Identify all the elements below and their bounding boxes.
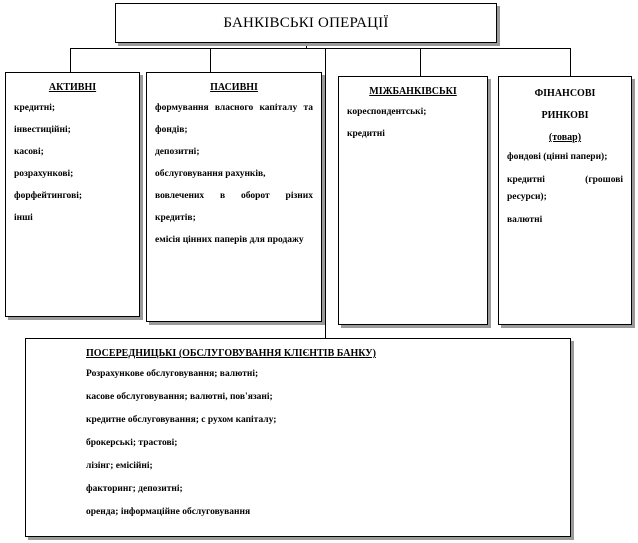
connector-drop-interbank — [420, 48, 421, 76]
connector-drop-intermediary — [325, 48, 326, 338]
passive-item: вовлечених в оборот різних кредитів; — [155, 191, 313, 223]
active-item: інші — [14, 213, 33, 223]
intermediary-header: ПОСЕРЕДНИЦЬКІ (ОБСЛУГОВУВАННЯ КЛІЄНТІВ БАНКУ) — [86, 348, 376, 359]
financial-header: ФІНАНСОВІ — [534, 88, 596, 99]
connector-drop-financial — [570, 48, 571, 76]
active-header: АКТИВНІ — [48, 82, 97, 93]
interbank-header: МІЖБАНКІВСЬКІ — [369, 86, 457, 97]
passive-item: формування власного капіталу та фондів; — [155, 103, 313, 135]
intermediary-item: касове обслуговування; валютні, пов'язані; — [86, 392, 273, 402]
financial-item: фондові (цінні папери); — [507, 152, 608, 162]
box-interbank — [338, 76, 488, 325]
intermediary-content — [86, 345, 560, 524]
intermediary-item: лізінг; емісійні; — [86, 461, 153, 471]
financial-header: (товар) — [548, 132, 582, 143]
diagram-title: БАНКІВСЬКІ ОПЕРАЦІЇ — [223, 14, 389, 31]
active-item: розрахункові; — [14, 169, 74, 179]
box-passive — [146, 72, 322, 322]
connector-drop-active — [70, 48, 71, 72]
root-box — [115, 3, 497, 43]
interbank-item: кредитні — [347, 129, 385, 139]
active-item: форфейтингові; — [14, 191, 83, 201]
passive-content — [155, 79, 313, 251]
interbank-content — [347, 83, 479, 145]
box-financial — [498, 76, 632, 325]
intermediary-item: факторинг; депозитні; — [86, 484, 183, 494]
passive-item: депозитні; — [155, 147, 200, 157]
intermediary-item: Розрахункове обслуговування; валютні; — [86, 369, 259, 379]
connector-drop-passive — [210, 48, 211, 72]
financial-content — [507, 83, 623, 229]
connector-horizontal — [70, 48, 570, 49]
financial-item: валютні — [507, 215, 543, 225]
active-item: касові; — [14, 147, 44, 157]
passive-header: ПАСИВНІ — [210, 82, 258, 93]
intermediary-item: брокерські; трастові; — [86, 438, 178, 448]
active-item: інвестиційні; — [14, 125, 71, 135]
box-intermediary — [25, 338, 571, 537]
financial-header: РИНКОВІ — [541, 110, 589, 121]
financial-item: кредитні (грошові ресурси); — [507, 175, 623, 202]
passive-item: емісія цінних паперів для продажу — [155, 235, 304, 245]
passive-item: обслуговування рахунків, — [155, 169, 266, 179]
active-content — [14, 79, 131, 229]
intermediary-item: кредитне обслуговування; с рухом капіталу; — [86, 415, 277, 425]
interbank-item: кореспондентські; — [347, 107, 427, 117]
intermediary-item: оренда; інформаційне обслуговування — [86, 507, 251, 517]
box-active — [5, 72, 140, 317]
active-item: кредитні; — [14, 103, 56, 113]
